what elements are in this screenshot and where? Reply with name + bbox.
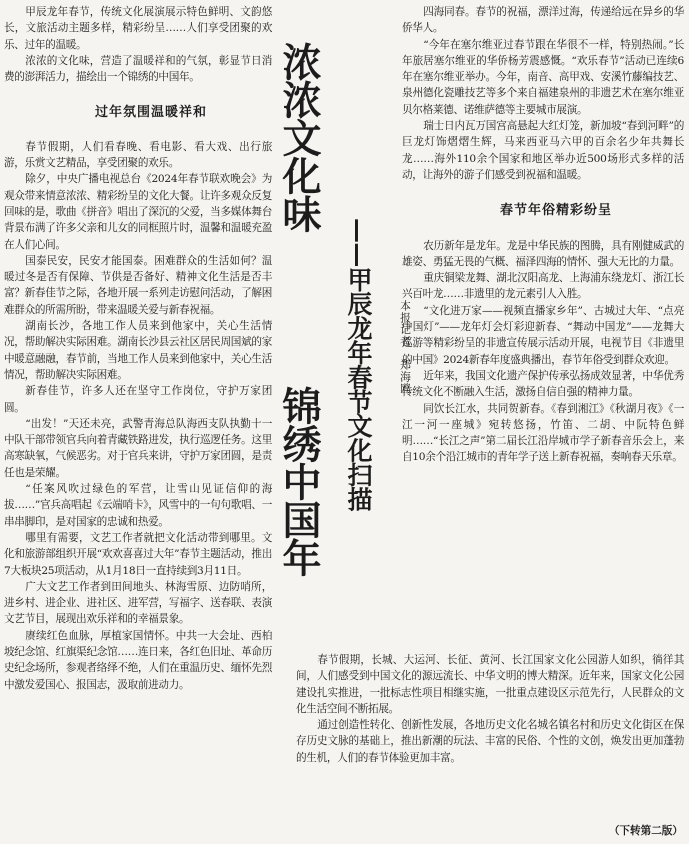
left-subheading: 过年氛围温暖祥和 — [94, 105, 207, 121]
main-headline-part-2: 锦绣中国年 — [276, 386, 321, 576]
left-paragraph-10: 哪里有需要，文艺工作者就把文化活动带到哪里。文化和旅游部组织开展“欢欢喜喜过大年”春节主题活动，推出7大板块25项活动，从1月18日一直持续到3月11日。 — [4, 531, 272, 577]
continued-note: （下转第二版） — [608, 825, 683, 837]
right-paragraph-5: 重庆铜梁龙舞、湖北汉阳高龙、上海浦东绕龙灯、浙江长兴百叶龙……非遗里的龙元素引人入胜。 — [402, 272, 684, 301]
left-paragraph-1: 甲辰龙年春节，传统文化展演展示特色鲜明、文韵悠长，文旅活动主题多样，精彩纷呈……人们享受团聚的欢乐、过年的温暖。 — [4, 6, 272, 51]
right-column — [402, 4, 684, 466]
left-paragraph-4: 除夕，中央广播电视总台《2024年春节联欢晚会》为观众带来情意浓浓、精彩纷呈的文化大餐。让许多观众反复回味的是，歌曲《拼音》唱出了深沉的父爱，当多媒体舞台背景布满了许多父亲和儿女的同框照片时，温馨和温暖充盈在人们心间。 — [4, 173, 272, 251]
right-paragraph-2: “今年在塞尔维亚过春节跟在华很不一样，特别热闹。”长年旅居塞尔维亚的华侨杨芳震感慨。“欢乐春节”活动已连续6年在塞尔维亚举办。今年，南音、高甲戏、安溪竹藤编技艺、泉州德化瓷雕技艺等多个来自福建泉州的非遗艺术在塞尔维亚贝尔格莱德、诺维萨德等主要城市展演。 — [402, 38, 684, 116]
right-paragraph-4: 农历新年是龙年。龙是中华民族的图腾，具有刚健威武的雄姿、勇猛无畏的气概、福泽四海的情怀、强大无比的力量。 — [402, 239, 684, 268]
left-paragraph-6: 湖南长沙，各地工作人员来到他家中，关心生活情况，帮助解决实际困难。湖南长沙县云社区居民周国斌的家中暖意融融，春节前，当地工作人员来到他家中，关心生活情况，帮助解决实际困难。 — [4, 320, 272, 381]
left-paragraph-7: 新春佳节，许多人还在坚守工作岗位，守护万家团圆。 — [4, 385, 272, 414]
left-paragraph-9: “任案风吹过绿色的军营，让雪山见证信仰的海拔……”官兵高唱起《云端哨卡》，风雪中的一句句歌唱、一串串脚印，是对国家的忠诚和热爱。 — [4, 483, 272, 528]
left-paragraph-2: 浓浓的文化味，营造了温暖祥和的气氛，彰显节日消费的澎湃活力，描绘出一个锦绣的中国年。 — [4, 54, 272, 84]
right-subheading: 春节年俗精彩纷呈 — [499, 203, 612, 219]
left-column — [4, 4, 272, 693]
left-paragraph-5: 国泰民安，民安才能国泰。困难群众的生活如何？温暖过冬是否有保障、节供是否备好、精神文化生活是否丰富？新春佳节之际，各地开展一系列走访慰问活动，了解困难群众的所需所盼，带来温暖关爱与新春祝福。 — [4, 254, 272, 316]
bottom-paragraph-2: 通过创造性转化、创新性发展，各地历史文化名城名镇名村和历史文化街区在保存历史文脉的基础上，推出新潮的玩法、丰富的民俗、个性的文创，焕发出更加蓬勃的生机，人们的春节体验更加丰富。 — [296, 719, 684, 764]
left-paragraph-12: 赓续红色血脉，厚植家国情怀。中共一大会址、西柏坡纪念馆、红旗渠纪念馆……连日来，各红色旧址、革命历史纪念场所，参观者络绎不绝，人们在重温历史、缅怀先烈中激发爱国心、报国志，汲取前进动力。 — [4, 629, 272, 691]
bottom-paragraph-1: 春节假期，长城、大运河、长征、黄河、长江国家文化公园游人如织，徜徉其间，人们感受到中国文化的源远流长、中华文明的博大精深。近年来，国家文化公园建设扎实推进，一批标志性项目相继实施，一批重点建设区示范先行，人民群众的文化生活空间不断拓展。 — [296, 654, 684, 715]
left-paragraph-8: “出发！”天还未亮，武警青海总队海西支队执勤十一中队干部带领官兵向着青藏铁路进发，执行巡逻任务。这里高寒缺氧，气候恶劣。对于官兵来讲，守护万家团圆，是责任也是荣耀。 — [4, 417, 272, 479]
main-headline-part-1: 浓浓文化味 — [276, 42, 321, 232]
right-paragraph-1: 四海同春。春节的祝福，漂洋过海，传递给远在异乡的华侨华人。 — [402, 6, 684, 35]
right-paragraph-7: 近年来，我国文化遗产保护传承弘扬成效显著，中华优秀传统文化不断融入生活，激扬自信自强的精神力量。 — [402, 369, 684, 399]
right-paragraph-6: “文化进万家——视频直播家乡年”、古城过大年、“点亮中国灯”——龙年灯会灯彩迎新春、“舞动中国龙”——龙舞大巡游等精彩纷呈的非遗宣传展示活动开展，电视节目《非遗里的中国》2024新春年度盛典播出，春节年俗受到群众欢迎。 — [402, 304, 684, 366]
byline: 本报记者 郑海鸥 — [399, 300, 412, 395]
right-paragraph-3: 瑞士日内瓦万国宫高悬起大红灯笼，新加坡“春到河畔”的巨龙灯饰熠熠生辉，马来西亚马六甲的百余名少年共舞长龙……海外110余个国家和地区举办近500场形式多样的活动，让海外的游子们感受到祝福和温暖。 — [402, 120, 684, 181]
left-paragraph-11: 广大文艺工作者到田间地头、林海雪原、边防哨所，进乡村、进企业、进社区、进军营，写福字、送春联、表演文艺节目，展现出欢乐祥和的幸福景象。 — [4, 580, 272, 626]
subheadline: ——甲辰龙年春节文化扫描 — [344, 218, 373, 511]
right-paragraph-8: 同饮长江水，共同贺新春。《春到湘江》《秋湖月夜》《一江一河一座城》宛转悠扬，竹笛、二胡、中阮特色鲜明……“长江之声”第二届长江沿岸城市学子新春音乐会上，来自10余个沿江城市的青年学子送上新春祝福，奏响春天乐章。 — [402, 402, 684, 464]
bottom-text-block — [296, 652, 684, 766]
left-paragraph-3: 春节假期，人们看春晚、看电影、看大戏、出行旅游，乐赏文艺精品，享受团聚的欢乐。 — [4, 140, 272, 170]
